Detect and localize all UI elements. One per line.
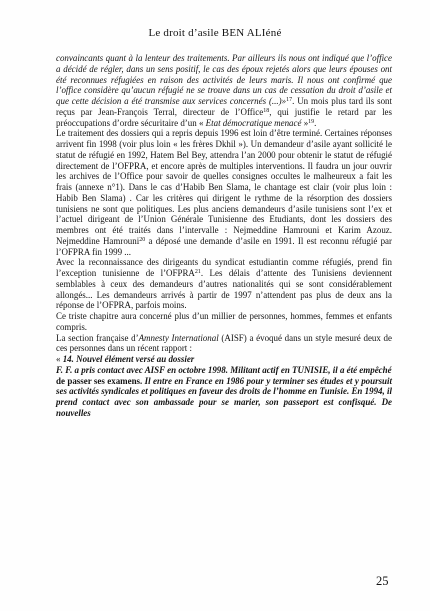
paragraph-5 (56, 333, 392, 355)
text-span: . (314, 117, 317, 128)
paragraph-4: Ce triste chapitre aura concerné plus d’un millier de personnes, hommes, femmes et enfants compris. (56, 311, 392, 332)
quote-paragraph-2 (56, 376, 392, 419)
running-title: Le droit d’asile BEN ALIéné (148, 27, 282, 39)
text-span: (AISF) a évoqué dans un style mesuré deux de ces personnes dans un récent rapport : (56, 332, 392, 354)
paragraph-1 (56, 53, 392, 128)
quote-text: de passer ses examens. (56, 375, 145, 386)
text-span: Le traitement des dossiers qui a repris depuis 1996 est loin d’être terminé. Certaines réponses arrivent fin 1998 (voir plus loin « les frères Dkhil »). Un demandeur d’asile ayant sollicité le statut de réfugié en 1992, Hatem Bel Bey, attendra l’an 2000 pour obtenir le statut de réfugié directement de l’OFPRA, et encore après de multiples interventions. Il faudra un jour ouvrir les archives de l’Office pour savoir de quelles consignes occultes le malheureux a fait les frais (annexe n°1). Dans le cas d’Habib Ben Slama, le chantage est clair (voir plus loin : Habib Ben Slama) . Car les critères qui dirigent le rythme de la résorption des dossiers tunisiens ne sont que politiques. Les plus anciens demandeurs d’asile tunisiens sont l’ex et l’actuel dirigeant de l’Union Générale Tunisienne des Etudiants, dont les dossiers des membres ont été traités dans l’intervalle : Nejmeddine Hamrouni et Karim Azouz. Nejmeddine Hamrouni (56, 128, 392, 246)
text-span: a déposé une demande d’asile en 1991. Il est reconnu réfugié par l’OFPRA fin 1999 ... (56, 235, 392, 257)
text-span: La section française d’ (56, 332, 139, 343)
quote-paragraph-1 (56, 365, 392, 376)
text-span: . Un mois plus tard ils sont reçus par Jean-François Terral, directeur de l’Office (56, 96, 392, 117)
footnote-ref[interactable]: 17 (286, 97, 293, 103)
quote-text: F. F. a pris contact avec AISF en octobre 1998. Militant actif en TUNISIE, il a été empêché (56, 364, 392, 375)
text-span: . Les délais d’attente des Tunisiens deviennent semblables à ceux des demandeurs d’autres nationalités qui se sont considérablement allongés... Les demandeurs arrivés à partir de 1997 n’attendent pas plus de deux ans la réponse de l’OFPRA, parfois moins. (56, 268, 392, 311)
footnote-ref[interactable]: 21 (194, 269, 201, 275)
footnote-ref[interactable]: 19 (308, 118, 315, 125)
text-span: , qui justifie le retard par les préoccupations d’ordre sécuritaire d’un « (56, 106, 393, 128)
paragraph-3 (56, 257, 392, 311)
quote-text: Il entre en France en 1986 pour y terminer ses études et y poursuit ses activités syndicales et politiques en faveur des droits de l’homme en Tunisie. En 1994, il prend contact avec son ambassade pour se marier, son passeport est confisqué. De nouvelles (56, 375, 392, 418)
quote-mark: « (56, 354, 63, 364)
text-span: Avec la reconnaissance des dirigeants du syndicat estudiantin comme réfugiés, prend fin l’exception tunisienne de l’OFPRA (56, 257, 392, 278)
quoted-phrase: Etat démocratique menacé (203, 117, 302, 128)
page-number: 25 (376, 574, 389, 588)
paragraph-2 (56, 128, 392, 257)
footnote-ref[interactable]: 20 (139, 236, 146, 243)
quote-text: convaincants quant à la lenteur des traitements. Par ailleurs ils nous ont indiqué que l’office a décidé de régler, dans un sens positif, le cas des époux rejetés alors que leurs épouses ont été reconnues réfugiées en raison des activités de leurs maris. Il nous ont confirmé que l’office considère qu’aucun réfugié ne se trouve dans un cas de cessation du droit d’asile et que cette décision a été transmise aux services concernés (...)» (56, 53, 392, 106)
footnote-ref[interactable]: 18 (263, 107, 270, 114)
quote-heading-text: 14. Nouvel élément versé au dossier (62, 354, 195, 364)
text-span: » (301, 117, 309, 128)
body-text (56, 53, 392, 419)
organization-name: Amnesty International (138, 332, 219, 343)
quote-heading (56, 354, 392, 365)
